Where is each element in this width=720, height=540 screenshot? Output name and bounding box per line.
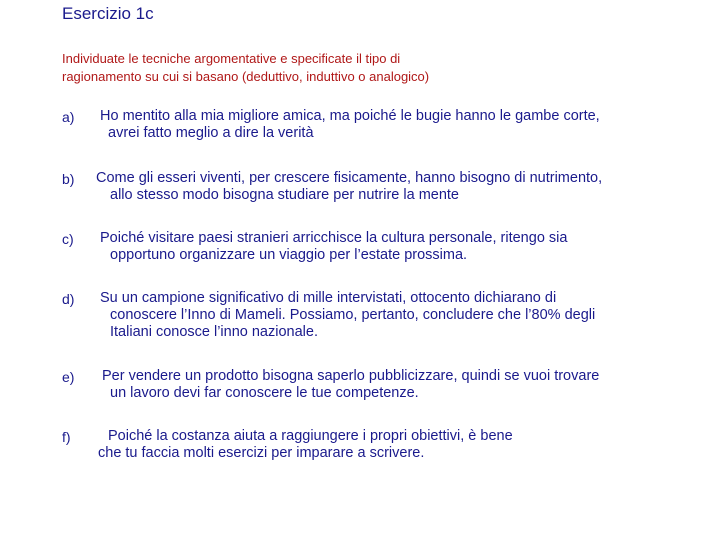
item-text-line: avrei fatto meglio a dire la verità (108, 125, 314, 141)
item-text-line: Poiché la costanza aiuta a raggiungere i propri obiettivi, è bene (108, 428, 513, 444)
item-label: b) (62, 171, 75, 187)
item-text-line: Ho mentito alla mia migliore amica, ma poiché le bugie hanno le gambe corte, (100, 108, 600, 124)
item-text-line: conoscere l’Inno di Mameli. Possiamo, pertanto, concludere che l’80% degli (110, 307, 596, 323)
item-label: f) (62, 429, 71, 445)
item-text-line: che tu faccia molti esercizi per imparare a scrivere. (98, 445, 425, 461)
exercise-instructions (62, 50, 662, 86)
item-label: e) (62, 369, 75, 385)
item-text-line: Su un campione significativo di mille intervistati, ottocento dichiarano di (100, 290, 557, 306)
item-text-line: un lavoro devi far conoscere le tue competenze. (110, 385, 419, 401)
item-text-line: Poiché visitare paesi stranieri arricchisce la cultura personale, ritengo sia (100, 230, 568, 246)
item-label: a) (62, 109, 75, 125)
instructions-line-2: ragionamento su cui si basano (deduttivo, induttivo o analogico) (62, 69, 430, 84)
item-text-line: Come gli esseri viventi, per crescere fisicamente, hanno bisogno di nutrimento, (96, 170, 603, 186)
item-text-line: Italiani conosce l’inno nazionale. (110, 324, 318, 340)
item-text-line: allo stesso modo bisogna studiare per nutrire la mente (110, 187, 459, 203)
page-title: Esercizio 1c (62, 4, 154, 23)
item-label: d) (62, 291, 75, 307)
item-text-line: opportuno organizzare un viaggio per l’estate prossima. (110, 247, 468, 263)
instructions-line-1: Individuate le tecniche argomentative e specificate il tipo di (62, 51, 401, 66)
item-text-line: Per vendere un prodotto bisogna saperlo pubblicizzare, quindi se vuoi trovare (102, 368, 600, 384)
item-label: c) (62, 231, 74, 247)
